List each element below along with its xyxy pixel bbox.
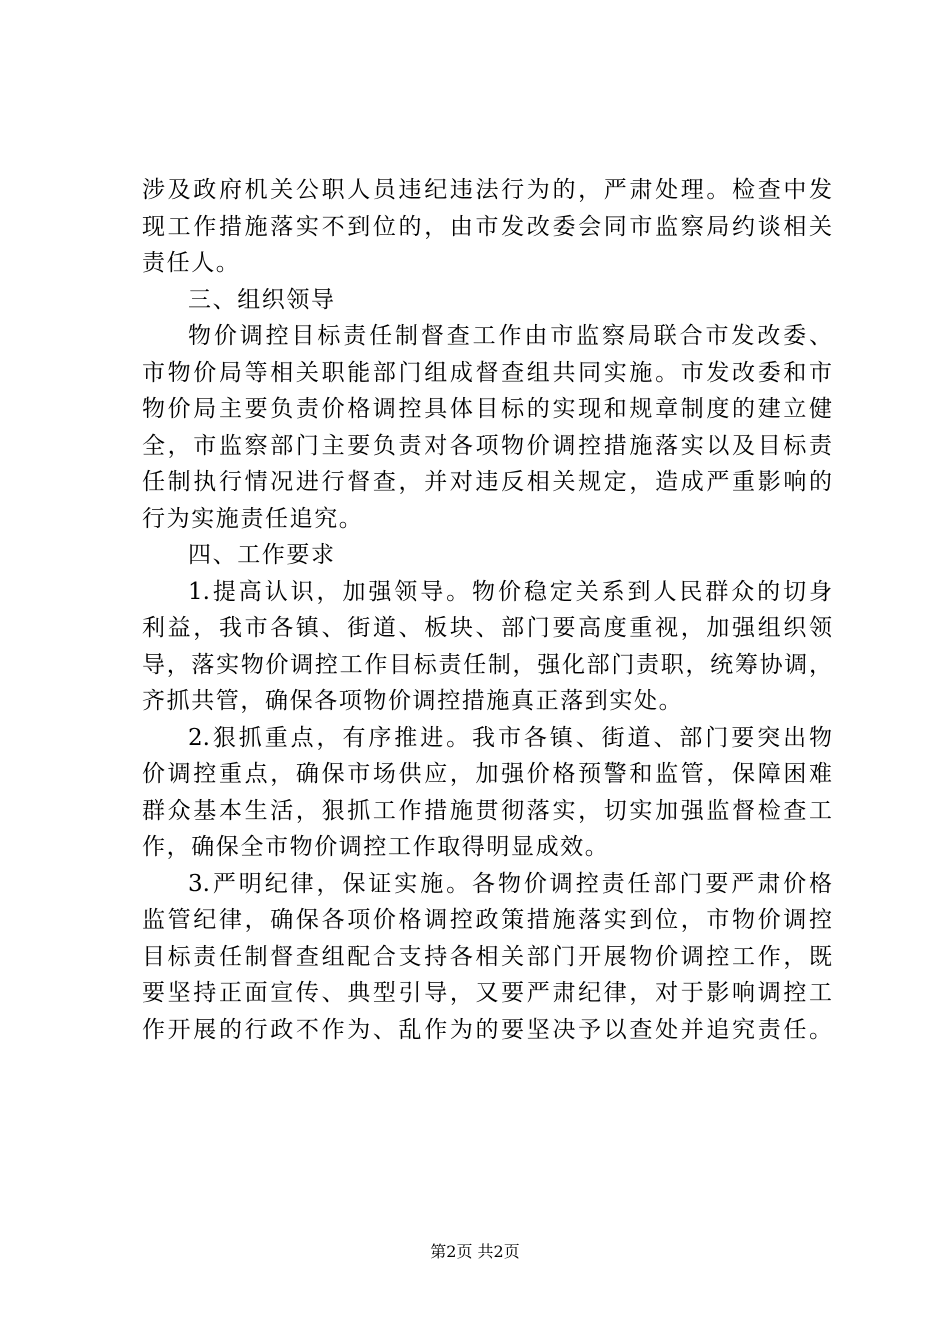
text-line: 齐抓共管，确保各项物价调控措施真正落到实处。 xyxy=(142,688,684,714)
section-heading-organization: 三、组织领导 xyxy=(188,286,336,313)
document-body xyxy=(142,172,832,1048)
text-line: 物价局主要负责价格调控具体目标的实现和规章制度的建立健 xyxy=(142,396,832,422)
text-line: 目标责任制督查组配合支持各相关部门开展物价调控工作，既 xyxy=(142,943,832,970)
text-line: 价调控重点，确保市场供应，加强价格预警和监管，保障困难 xyxy=(142,761,832,787)
text-line: 利益，我市各镇、街道、板块、部门要高度重视，加强组织领 xyxy=(142,615,832,641)
text-line: 现工作措施落实不到位的，由市发改委会同市监察局约谈相关 xyxy=(142,213,832,240)
text-line: 2.狠抓重点，有序推进。我市各镇、街道、部门要突出物 xyxy=(188,724,832,751)
text-line: 作，确保全市物价调控工作取得明显成效。 xyxy=(142,834,610,860)
text-line: 行为实施责任追究。 xyxy=(142,505,364,532)
text-line: 1.提高认识，加强领导。物价稳定关系到人民群众的切身 xyxy=(188,578,832,605)
section-heading-requirements: 四、工作要求 xyxy=(188,542,336,568)
text-line: 3.严明纪律，保证实施。各物价调控责任部门要严肃价格 xyxy=(188,870,832,897)
text-line: 任制执行情况进行督查，并对违反相关规定，造成严重影响的 xyxy=(142,469,832,495)
text-line: 涉及政府机关公职人员违纪违法行为的，严肃处理。检查中发 xyxy=(142,177,832,203)
text-line: 监管纪律，确保各项价格调控政策措施落实到位，市物价调控 xyxy=(142,907,832,933)
text-line: 群众基本生活，狠抓工作措施贯彻落实，切实加强监督检查工 xyxy=(142,797,832,824)
text-line: 市物价局等相关职能部门组成督查组共同实施。市发改委和市 xyxy=(142,359,832,386)
text-line: 全，市监察部门主要负责对各项物价调控措施落实以及目标责 xyxy=(142,432,832,459)
text-line: 导，落实物价调控工作目标责任制，强化部门责职，统筹协调， xyxy=(142,651,832,678)
text-line: 责任人。 xyxy=(142,250,241,276)
text-line: 作开展的行政不作为、乱作为的要坚决予以查处并追究责任。 xyxy=(142,1016,832,1043)
text-line: 物价调控目标责任制督查工作由市监察局联合市发改委、 xyxy=(188,323,832,349)
text-line: 要坚持正面宣传、典型引导，又要严肃纪律，对于影响调控工 xyxy=(142,980,832,1006)
page-number-footer: 第2页 共2页 xyxy=(430,1242,520,1261)
